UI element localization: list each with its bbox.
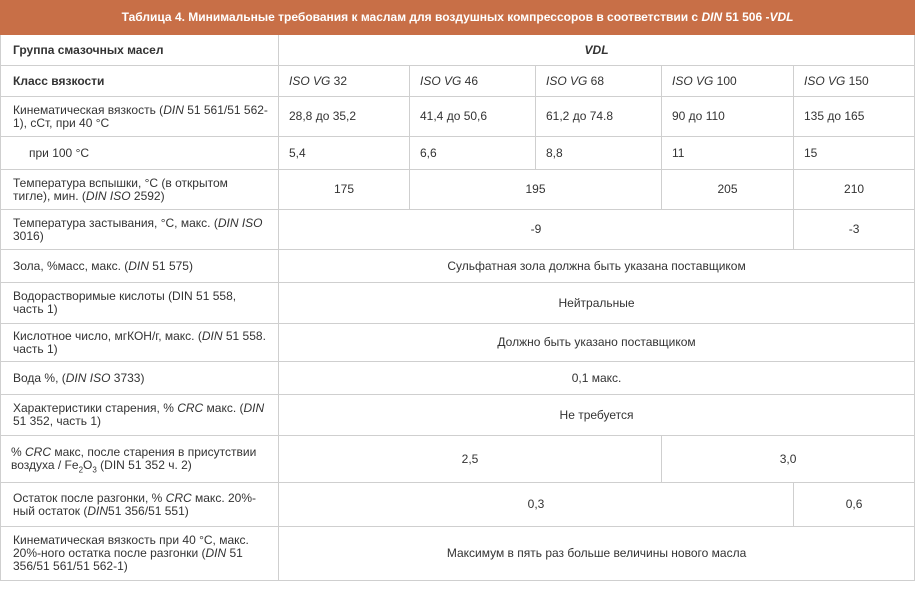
- caption-prefix: Таблица 4. Минимальные требования к маслам для воздушных компрессоров в соответствии с: [121, 10, 702, 24]
- row-label: Остаток после разгонки, % CRC макс. 20%-ный остаток (DIN51 356/51 551): [1, 483, 279, 527]
- row-label: % CRC макс, после старения в присутствии воздуха / $Fe_2O_3$ (DIN 51 352 ч. 2): [1, 436, 279, 483]
- value-cell: 28,8 до 35,2: [279, 97, 410, 137]
- value-cell: 3,0: [662, 436, 915, 483]
- caption-row: [1, 1, 915, 35]
- table-row: [1, 362, 915, 395]
- value-cell: 0,1 макс.: [279, 362, 915, 395]
- table-row: [1, 250, 915, 283]
- group-value: VDL: [279, 35, 915, 66]
- row-label: при 100 °С: [1, 137, 279, 170]
- class-cell: ISO VG 46: [410, 66, 536, 97]
- table-row: [1, 483, 915, 527]
- value-cell: Не требуется: [279, 395, 915, 436]
- table-row: [1, 283, 915, 324]
- value-cell: 11: [662, 137, 794, 170]
- value-cell: 195: [410, 170, 662, 210]
- viscosity-class-label: Класс вязкости: [1, 66, 279, 97]
- table-row: [1, 137, 915, 170]
- table-row: [1, 97, 915, 137]
- group-label: Группа смазочных масел: [1, 35, 279, 66]
- table-row: [1, 436, 915, 483]
- table-row: [1, 210, 915, 250]
- value-cell: 61,2 до 74.8: [536, 97, 662, 137]
- value-cell: Сульфатная зола должна быть указана поставщиком: [279, 250, 915, 283]
- row-label: Температура вспышки, °С (в открытом тигле), мин. (DIN ISO 2592): [1, 170, 279, 210]
- value-cell: 8,8: [536, 137, 662, 170]
- class-cell: ISO VG 68: [536, 66, 662, 97]
- row-label: Вода %, (DIN ISO 3733): [1, 362, 279, 395]
- table-row: [1, 324, 915, 362]
- caption-vdl: VDL: [769, 10, 794, 24]
- value-cell: 90 до 110: [662, 97, 794, 137]
- value-cell: 41,4 до 50,6: [410, 97, 536, 137]
- caption-din: DIN: [701, 10, 723, 24]
- viscosity-class-row: [1, 66, 915, 97]
- row-label: Характеристики старения, % CRC макс. (DIN 51 352, часть 1): [1, 395, 279, 436]
- value-cell: 135 до 165: [794, 97, 915, 137]
- row-label: Кислотное число, мгКОН/г, макс. (DIN 51 558. часть 1): [1, 324, 279, 362]
- class-cell: ISO VG 150: [794, 66, 915, 97]
- table-row: [1, 395, 915, 436]
- value-cell: 175: [279, 170, 410, 210]
- value-cell: 205: [662, 170, 794, 210]
- value-cell: Должно быть указано поставщиком: [279, 324, 915, 362]
- class-cell: ISO VG 32: [279, 66, 410, 97]
- value-cell: Нейтральные: [279, 283, 915, 324]
- value-cell: 6,6: [410, 137, 536, 170]
- value-cell: 0,6: [794, 483, 915, 527]
- table-caption: [1, 1, 915, 35]
- row-label: Зола, %масс, макс. (DIN 51 575): [1, 250, 279, 283]
- table-row: [1, 170, 915, 210]
- group-row: [1, 35, 915, 66]
- value-cell: Максимум в пять раз больше величины нового масла: [279, 527, 915, 581]
- value-cell: 210: [794, 170, 915, 210]
- value-cell: -9: [279, 210, 794, 250]
- class-cell: ISO VG 100: [662, 66, 794, 97]
- value-cell: 15: [794, 137, 915, 170]
- value-cell: 5,4: [279, 137, 410, 170]
- row-label: Температура застывания, °С, макс. (DIN ISO 3016): [1, 210, 279, 250]
- value-cell: -3: [794, 210, 915, 250]
- row-label: Кинематическая вязкость при 40 °С, макс. 20%-ного остатка после разгонки (DIN 51 356/51 561/51 562-1): [1, 527, 279, 581]
- value-cell: 0,3: [279, 483, 794, 527]
- value-cell: 2,5: [279, 436, 662, 483]
- row-label: Кинематическая вязкость (DIN 51 561/51 562-1), сСт, при 40 °С: [1, 97, 279, 137]
- caption-code: 51 506 -: [722, 10, 770, 24]
- row-label: Водорастворимые кислоты (DIN 51 558, часть 1): [1, 283, 279, 324]
- table-row: [1, 527, 915, 581]
